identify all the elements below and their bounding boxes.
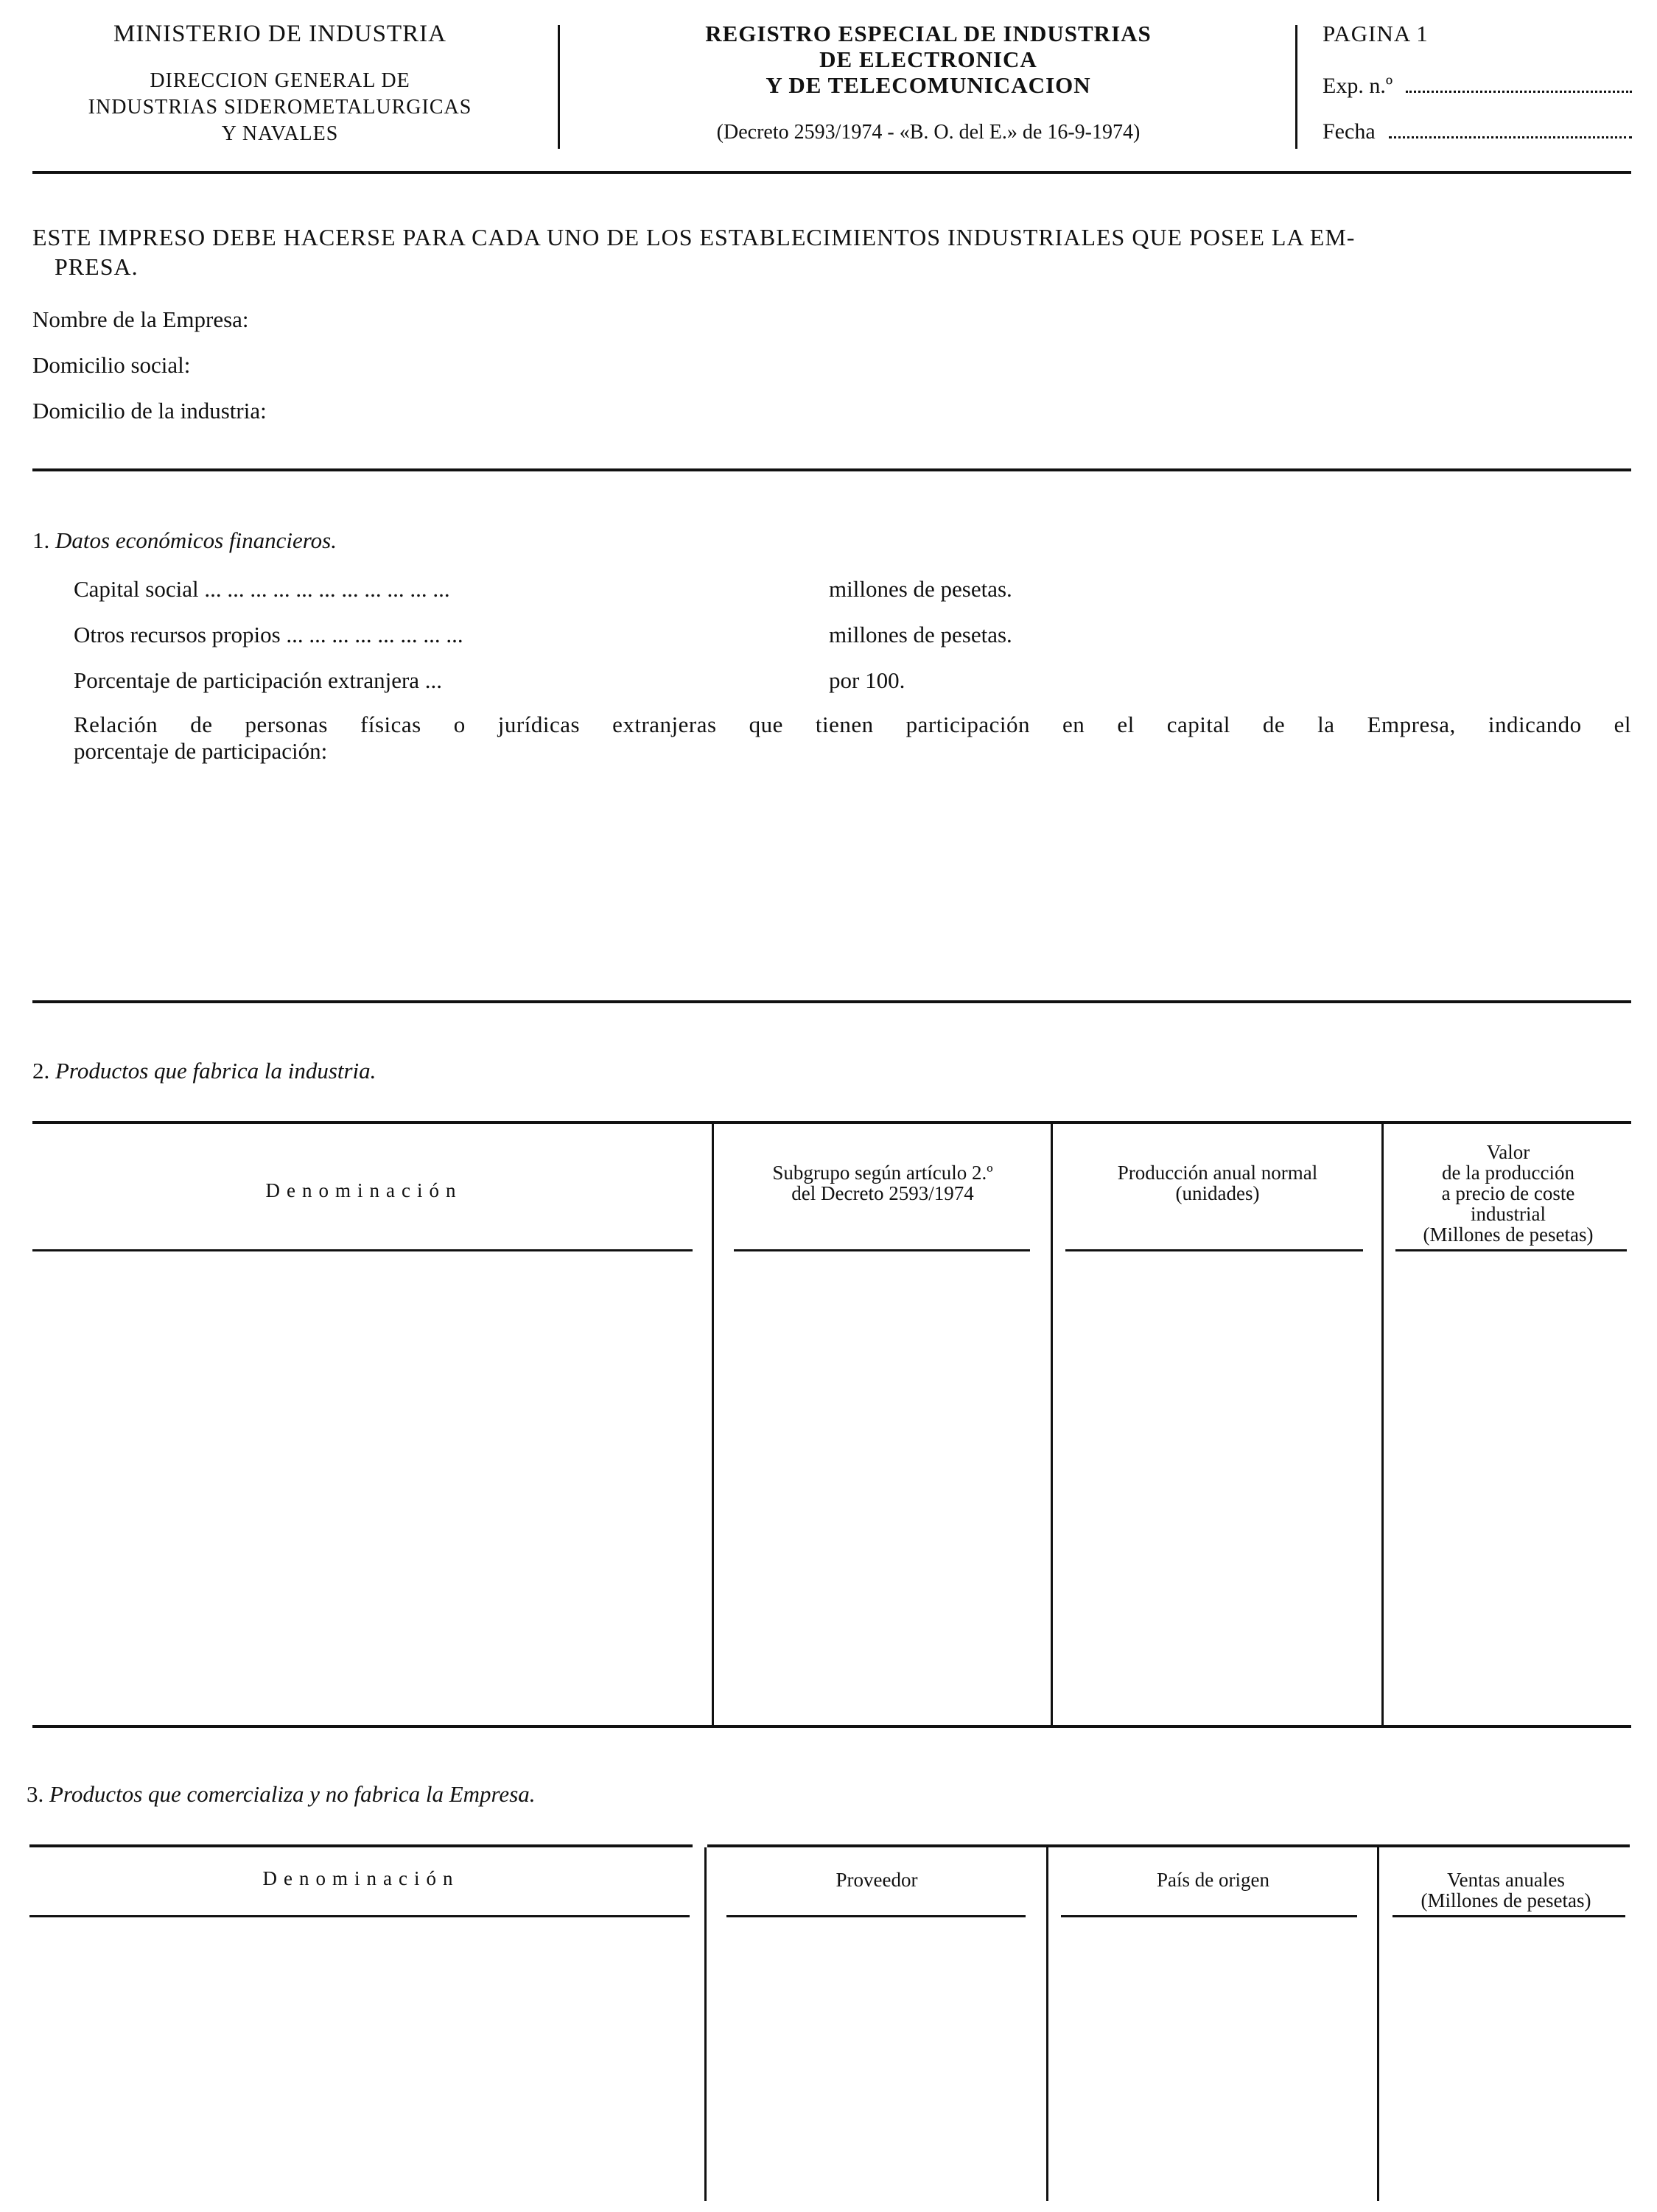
table-top-rule (707, 1844, 1630, 1847)
foreign-participation-note (74, 712, 1631, 765)
col-valor-header (1385, 1142, 1631, 1245)
column-header-rule (726, 1915, 1026, 1917)
table-column-divider (712, 1124, 714, 1728)
column-header-rule (1395, 1249, 1627, 1251)
row-label: Otros recursos propios ... ... ... ... ... ... ... ... (74, 622, 463, 647)
foreign-line: Relación de personas físicas o jurídicas extranjeras que tienen participación en el capital de la Empresa, indicando el (74, 712, 1631, 737)
header-line: Subgrupo según artículo 2.º (772, 1162, 993, 1184)
section2-number: 2. (32, 1058, 50, 1084)
section3-number: 3. (27, 1781, 44, 1807)
directorate-line: INDUSTRIAS SIDEROMETALURGICAS (88, 96, 472, 119)
social-address-label: Domicilio social: (32, 352, 191, 378)
exp-field[interactable] (1323, 74, 1632, 99)
col-pais-header: País de origen (1157, 1869, 1269, 1891)
section3-title-text: Productos que comercializa y no fabrica la Empresa. (49, 1781, 536, 1807)
participacion-extranjera-row (74, 667, 905, 694)
fecha-field[interactable] (1323, 119, 1632, 144)
industry-address-label: Domicilio de la industria: (32, 398, 267, 424)
table-column-divider (704, 1847, 707, 2201)
row-unit: millones de pesetas. (829, 576, 1012, 602)
section-rule (32, 468, 1631, 471)
section-rule (32, 1000, 1631, 1003)
foreign-line: porcentaje de participación: (74, 738, 328, 764)
col-ventas-header (1381, 1869, 1631, 1911)
table-column-divider (1381, 1124, 1384, 1728)
directorate-line: Y NAVALES (221, 122, 339, 145)
row-label: Porcentaje de participación extranjera ... (74, 667, 443, 693)
header-line: industrial (1471, 1203, 1546, 1225)
directorate-name (29, 68, 530, 147)
column-header-rule (1392, 1915, 1625, 1917)
column-header-rule (1065, 1249, 1363, 1251)
fecha-dotted-line (1389, 119, 1632, 138)
exp-dotted-line (1406, 74, 1632, 93)
capital-social-row (74, 576, 1012, 603)
section1-title (32, 527, 337, 554)
col-subgrupo-header (715, 1162, 1051, 1204)
instructions-line: ESTE IMPRESO DEBE HACERSE PARA CADA UNO DE LOS ESTABLECIMIENTOS INDUSTRIALES QUE POSEE LA EM- (32, 224, 1356, 250)
header-line: (Millones de pesetas) (1423, 1223, 1594, 1246)
section2-title (32, 1058, 376, 1084)
register-title (575, 21, 1282, 98)
header-line: Ventas anuales (1447, 1869, 1565, 1891)
col-produccion-header (1054, 1162, 1381, 1204)
column-header-rule (1061, 1915, 1357, 1917)
header-line: (unidades) (1175, 1182, 1260, 1204)
exp-label: Exp. n.º (1323, 74, 1393, 98)
header-line: de la producción (1442, 1162, 1574, 1184)
col-proveedor-header: Proveedor (835, 1869, 918, 1891)
fecha-label: Fecha (1323, 119, 1376, 144)
row-unit: millones de pesetas. (829, 622, 1012, 647)
col-denominacion-header: Denominación (265, 1179, 463, 1201)
header-line: Valor (1486, 1141, 1530, 1163)
column-header-rule (32, 1249, 693, 1251)
otros-recursos-row (74, 622, 1012, 648)
table-column-divider (1051, 1124, 1053, 1728)
instructions-line: PRESA. (55, 253, 139, 280)
section2-title-text: Productos que fabrica la industria. (55, 1058, 376, 1084)
row-unit: por 100. (829, 667, 905, 693)
table-top-rule (29, 1844, 693, 1847)
section1-title-text: Datos económicos financieros. (55, 527, 337, 553)
header-line: del Decreto 2593/1974 (791, 1182, 974, 1204)
col-denominacion-header: Denominación (262, 1867, 460, 1889)
section3-title (27, 1781, 536, 1808)
column-header-rule (734, 1249, 1030, 1251)
header-divider (558, 25, 560, 149)
header-rule (32, 171, 1631, 174)
header-line: (Millones de pesetas) (1420, 1889, 1591, 1911)
page-number: PAGINA 1 (1323, 21, 1429, 46)
row-label: Capital social ... ... ... ... ... ... ... ... ... ... ... (74, 576, 450, 602)
register-line: DE ELECTRONICA (819, 46, 1037, 72)
table-bottom-rule (32, 1725, 1631, 1728)
table-column-divider (1377, 1847, 1379, 2201)
company-name-label: Nombre de la Empresa: (32, 306, 249, 332)
instructions (32, 222, 1631, 281)
register-line: Y DE TELECOMUNICACION (766, 72, 1091, 98)
header-line: a precio de coste (1441, 1182, 1575, 1204)
decree-reference: (Decreto 2593/1974 - «B. O. del E.» de 16-9-1974) (716, 121, 1141, 144)
section1-number: 1. (32, 527, 50, 553)
header-divider (1295, 25, 1297, 149)
register-line: REGISTRO ESPECIAL DE INDUSTRIAS (705, 21, 1152, 46)
header-line: Producción anual normal (1117, 1162, 1318, 1184)
column-header-rule (29, 1915, 690, 1917)
directorate-line: DIRECCION GENERAL DE (150, 69, 410, 92)
ministry-name: MINISTERIO DE INDUSTRIA (113, 21, 446, 47)
table-column-divider (1046, 1847, 1048, 2201)
table-top-rule (32, 1121, 1631, 1124)
